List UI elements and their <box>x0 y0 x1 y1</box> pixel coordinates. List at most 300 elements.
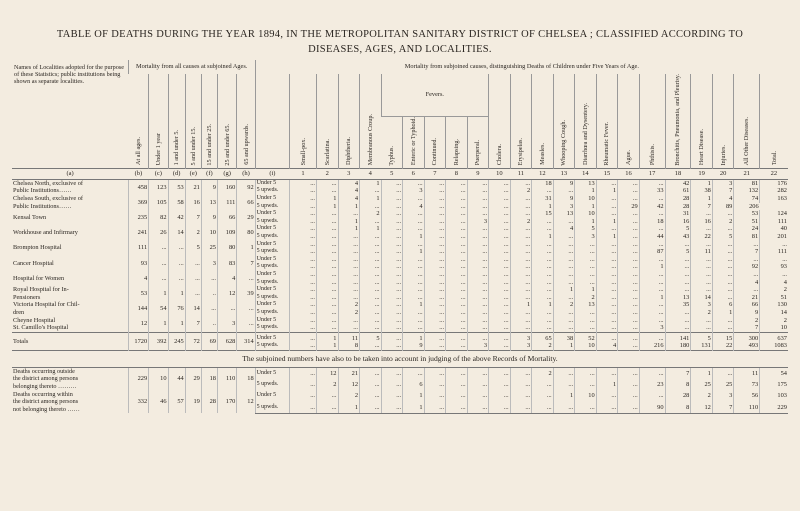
cause-col-label: Heart Disease. <box>698 129 706 166</box>
cause-value-under5: ... <box>467 301 489 309</box>
cause-value-under5: 1 <box>510 301 532 309</box>
age-value: 3 <box>218 317 237 333</box>
cause-value-under5: 5 <box>665 225 691 233</box>
cause-value-upwards: ... <box>489 309 511 317</box>
cause-value-under5: ... <box>639 256 665 264</box>
cause-value-upwards: ... <box>360 324 382 332</box>
fever-col-label: Relapsing. <box>452 138 460 166</box>
cause-value-under5: 53 <box>734 210 760 218</box>
cause-value-under5: ... <box>618 391 640 402</box>
cause-value-under5: 4 <box>553 225 575 233</box>
locality-name: Hospital for Women <box>13 274 65 282</box>
cause-value-upwards: ... <box>596 279 618 287</box>
cause-value-upwards: 33 <box>639 187 665 195</box>
age-value: 392 <box>149 332 168 350</box>
cause-value-upwards: ... <box>290 263 317 271</box>
cause-value-under5: ... <box>618 271 640 279</box>
cause-col-header <box>760 74 788 169</box>
cause-value-upwards: 111 <box>760 248 788 256</box>
age-value: 66 <box>237 195 255 210</box>
cause-value-upwards: 1 <box>575 187 597 195</box>
age-col-label: At all ages. <box>134 137 142 166</box>
period-label: Under 5 <box>255 332 289 342</box>
cause-value-under5: ... <box>424 271 446 279</box>
cause-value-upwards: 110 <box>734 402 760 414</box>
cause-value-upwards: ... <box>467 248 489 256</box>
cause-value-upwards: 7 <box>691 203 713 211</box>
cause-value-under5: ... <box>760 256 788 264</box>
age-col-label: 25 and under 65. <box>223 123 231 166</box>
locality-name: Victoria Hospital for Chil- dren <box>13 301 80 316</box>
cause-value-upwards: ... <box>489 402 511 414</box>
cause-value-under5: ... <box>290 317 317 325</box>
cause-value-under5: ... <box>381 367 403 379</box>
cause-value-upwards: ... <box>360 263 382 271</box>
age-value: 229 <box>128 367 148 390</box>
fever-col-label: Puerperal. <box>474 139 482 166</box>
period-label: Under 5 <box>255 391 289 402</box>
cause-value-upwards: ... <box>424 279 446 287</box>
age-value: 12 <box>237 391 255 414</box>
cause-value-upwards: 282 <box>760 187 788 195</box>
age-value: 12 <box>218 286 237 301</box>
age-value: 44 <box>168 367 185 390</box>
cause-value-upwards: ... <box>467 309 489 317</box>
cause-value-upwards: ... <box>424 379 446 390</box>
age-value: ... <box>185 286 201 301</box>
cause-col-label: Cholera. <box>495 144 503 166</box>
cause-value-under5: ... <box>712 317 734 325</box>
cause-value-upwards: 132 <box>734 187 760 195</box>
cause-value-upwards: ... <box>338 279 360 287</box>
cause-value-under5: ... <box>381 301 403 309</box>
cause-value-under5: ... <box>575 367 597 379</box>
age-col-header <box>201 74 217 169</box>
cause-value-upwards: 16 <box>691 218 713 226</box>
cause-value-upwards: ... <box>532 402 554 414</box>
cause-value-upwards: 1 <box>532 233 554 241</box>
cause-value-upwards: ... <box>712 248 734 256</box>
cause-value-under5: 18 <box>532 179 554 187</box>
cause-col-header <box>510 74 532 169</box>
period-label: 5 upwds. <box>255 233 289 241</box>
cause-value-under5: ... <box>639 271 665 279</box>
column-number: 9 <box>467 168 489 179</box>
cause-value-under5: ... <box>691 271 713 279</box>
cause-value-upwards: ... <box>316 309 338 317</box>
cause-value-under5: ... <box>532 256 554 264</box>
cause-value-upwards: ... <box>290 342 317 350</box>
cause-value-under5: ... <box>510 256 532 264</box>
cause-value-under5: 1 <box>338 225 360 233</box>
cause-value-under5: ... <box>467 225 489 233</box>
age-value: ... <box>168 241 185 256</box>
cause-value-upwards: ... <box>360 218 382 226</box>
age-value: 39 <box>237 286 255 301</box>
cause-value-upwards: ... <box>618 402 640 414</box>
cause-value-upwards: 180 <box>665 342 691 350</box>
cause-value-under5: ... <box>360 286 382 294</box>
cause-value-under5: ... <box>446 256 468 264</box>
cause-value-upwards: ... <box>446 379 468 390</box>
age-value: 9 <box>201 179 217 195</box>
column-number: 6 <box>403 168 425 179</box>
cause-value-upwards: ... <box>639 309 665 317</box>
cause-value-under5: 5 <box>360 332 382 342</box>
cause-col-header <box>639 74 665 169</box>
cause-value-under5: ... <box>424 256 446 264</box>
cause-value-under5: ... <box>403 271 425 279</box>
cause-value-under5: 6 <box>712 301 734 309</box>
age-value: 82 <box>149 210 168 225</box>
cause-value-under5: ... <box>712 241 734 249</box>
cause-value-under5: 1 <box>316 332 338 342</box>
cause-value-upwards: 4 <box>734 279 760 287</box>
column-letter: (d) <box>168 168 185 179</box>
cause-col-header <box>489 74 511 169</box>
cause-value-upwards: ... <box>424 294 446 302</box>
cause-value-upwards: ... <box>381 379 403 390</box>
cause-value-under5: ... <box>596 271 618 279</box>
table-header <box>12 60 788 179</box>
cause-value-upwards: ... <box>553 218 575 226</box>
column-number: 2 <box>316 168 338 179</box>
cause-value-upwards: ... <box>596 203 618 211</box>
cause-value-upwards: ... <box>316 248 338 256</box>
cause-value-upwards: ... <box>381 294 403 302</box>
age-value: 235 <box>128 210 148 225</box>
cause-value-upwards: 2 <box>510 218 532 226</box>
cause-value-upwards: 6 <box>403 379 425 390</box>
cause-col-label: Diarrhœa and Dysentery. <box>581 103 589 166</box>
age-value: ... <box>237 317 255 333</box>
cause-value-under5: ... <box>596 195 618 203</box>
cause-value-under5: ... <box>381 271 403 279</box>
cause-value-under5: ... <box>403 210 425 218</box>
cause-value-under5: ... <box>639 301 665 309</box>
cause-value-under5: ... <box>290 332 317 342</box>
column-letter: (a) <box>12 168 128 179</box>
cause-value-under5: ... <box>403 286 425 294</box>
cause-value-under5: ... <box>424 286 446 294</box>
cause-value-under5: ... <box>424 332 446 342</box>
cause-value-under5: ... <box>424 301 446 309</box>
cause-value-under5: 3 <box>712 179 734 187</box>
cause-value-upwards: 12 <box>338 379 360 390</box>
cause-value-upwards: 216 <box>639 342 665 350</box>
cause-value-upwards: 43 <box>665 233 691 241</box>
cause-value-under5: ... <box>760 241 788 249</box>
cause-value-under5: 176 <box>760 179 788 187</box>
cause-value-under5: ... <box>424 179 446 187</box>
cause-value-upwards: ... <box>290 279 317 287</box>
cause-value-under5: ... <box>424 195 446 203</box>
cause-value-under5: ... <box>691 317 713 325</box>
cause-value-under5: 5 <box>575 225 597 233</box>
cause-value-upwards: ... <box>403 324 425 332</box>
cause-value-under5: ... <box>575 271 597 279</box>
cause-value-under5: ... <box>467 332 489 342</box>
cause-value-upwards: ... <box>290 379 317 390</box>
cause-value-upwards: 4 <box>596 342 618 350</box>
cause-value-under5: ... <box>424 210 446 218</box>
age-col-label: 15 and under 25. <box>205 123 213 166</box>
cause-value-under5: ... <box>510 391 532 402</box>
age-value: 14 <box>185 301 201 316</box>
cause-value-under5: ... <box>360 271 382 279</box>
cause-value-upwards: 5 <box>712 233 734 241</box>
cause-value-upwards: ... <box>403 263 425 271</box>
cause-value-under5: ... <box>290 391 317 402</box>
cause-value-under5: 1 <box>360 225 382 233</box>
cause-value-upwards: ... <box>489 279 511 287</box>
age-value: ... <box>149 271 168 286</box>
cause-value-under5: ... <box>712 286 734 294</box>
cause-col-label: All Other Diseases. <box>743 116 751 166</box>
cause-value-upwards: 44 <box>639 233 665 241</box>
age-col-header <box>128 74 148 169</box>
cause-value-under5: 2 <box>338 301 360 309</box>
cause-value-under5: ... <box>596 332 618 342</box>
cause-col-header <box>618 74 640 169</box>
cause-value-upwards: ... <box>360 279 382 287</box>
cause-value-upwards: ... <box>489 203 511 211</box>
cause-value-under5: ... <box>381 210 403 218</box>
cause-value-under5: ... <box>618 301 640 309</box>
cause-value-upwards: 1 <box>338 402 360 414</box>
cause-value-upwards: 1 <box>532 203 554 211</box>
cause-col-header <box>338 74 360 169</box>
period-label: Under 5 <box>255 195 289 203</box>
cause-value-under5: 141 <box>665 332 691 342</box>
cause-value-upwards: 1 <box>596 218 618 226</box>
cause-value-upwards: ... <box>467 233 489 241</box>
cause-value-under5: ... <box>446 210 468 218</box>
cause-value-under5: ... <box>532 271 554 279</box>
period-label: Under 5 <box>255 256 289 264</box>
period-label: 5 upwds. <box>255 279 289 287</box>
cause-value-under5: ... <box>596 210 618 218</box>
cause-value-upwards: ... <box>403 309 425 317</box>
cause-value-upwards: ... <box>424 187 446 195</box>
cause-value-under5: 2 <box>760 286 788 294</box>
cause-col-header <box>596 74 618 169</box>
age-value: 16 <box>185 195 201 210</box>
cause-value-under5: ... <box>467 210 489 218</box>
cause-value-upwards: 1 <box>553 342 575 350</box>
age-value: 69 <box>201 332 217 350</box>
period-label: 5 upwds. <box>255 379 289 390</box>
column-number: 17 <box>639 168 665 179</box>
cause-col-header <box>290 74 317 169</box>
column-number: 22 <box>760 168 788 179</box>
cause-value-upwards: 1 <box>338 203 360 211</box>
cause-value-upwards: ... <box>360 379 382 390</box>
age-value: .. <box>201 286 217 301</box>
age-value: 9 <box>201 210 217 225</box>
cause-col-header <box>532 74 554 169</box>
age-value: 332 <box>128 391 148 414</box>
cause-col-header <box>316 74 338 169</box>
cause-value-upwards: 22 <box>712 342 734 350</box>
cause-value-under5: ... <box>734 241 760 249</box>
age-value: ... <box>237 301 255 316</box>
cause-value-upwards: ... <box>424 263 446 271</box>
cause-value-under5: 1 <box>360 195 382 203</box>
cause-value-under5: 65 <box>532 332 554 342</box>
cause-value-under5: ... <box>665 271 691 279</box>
cause-value-upwards: ... <box>575 263 597 271</box>
cause-value-under5: ... <box>691 241 713 249</box>
cause-value-under5: 15 <box>712 332 734 342</box>
cause-value-under5: 1 <box>532 301 554 309</box>
column-number: 13 <box>553 168 575 179</box>
cause-value-upwards: ... <box>316 263 338 271</box>
cause-value-under5: ... <box>403 367 425 379</box>
cause-value-upwards: ... <box>489 294 511 302</box>
cause-value-upwards: ... <box>338 294 360 302</box>
cause-value-under5: ... <box>403 241 425 249</box>
cause-value-under5: ... <box>510 210 532 218</box>
cause-value-under5: ... <box>381 391 403 402</box>
cause-value-under5: ... <box>639 195 665 203</box>
cause-value-under5: ... <box>316 317 338 325</box>
cause-value-upwards: ... <box>403 218 425 226</box>
age-value: 241 <box>128 225 148 240</box>
subjoined-note: The subjoined numbers have also to be taken into account in judging of the above Records of Mortality. <box>12 350 788 367</box>
cause-value-under5: 9 <box>553 195 575 203</box>
cause-col-label: Rheumatic Fever. <box>603 121 611 166</box>
cause-value-upwards: 4 <box>403 203 425 211</box>
cause-value-under5: ... <box>316 271 338 279</box>
cause-value-upwards: 1 <box>403 233 425 241</box>
age-value: ... <box>149 241 168 256</box>
cause-value-under5: 2 <box>760 317 788 325</box>
column-number: 5 <box>381 168 403 179</box>
column-letter: (g) <box>218 168 237 179</box>
cause-value-upwards: ... <box>338 233 360 241</box>
cause-value-under5: ... <box>665 286 691 294</box>
cause-value-under5: ... <box>489 301 511 309</box>
cause-value-under5: 2 <box>338 391 360 402</box>
cause-value-under5: ... <box>446 241 468 249</box>
cause-value-upwards: ... <box>596 309 618 317</box>
age-value: 80 <box>237 225 255 240</box>
cause-value-under5: 1 <box>316 195 338 203</box>
locality-name: Totals <box>12 332 128 350</box>
cause-value-under5: ... <box>618 195 640 203</box>
cause-col-label: Membranous Croup. <box>366 114 374 166</box>
column-number: 20 <box>712 168 734 179</box>
cause-value-under5: ... <box>553 241 575 249</box>
cause-value-upwards: 1 <box>403 402 425 414</box>
age-col-header <box>185 74 201 169</box>
cause-value-upwards: ... <box>316 233 338 241</box>
cause-value-under5: ... <box>510 179 532 187</box>
cause-value-upwards: ... <box>290 294 317 302</box>
cause-value-under5: ... <box>639 241 665 249</box>
cause-value-under5: ... <box>381 317 403 325</box>
cause-value-under5: ... <box>639 210 665 218</box>
cause-value-upwards: 175 <box>760 379 788 390</box>
cause-value-upwards: ... <box>596 263 618 271</box>
cause-value-upwards: 2 <box>712 218 734 226</box>
cause-value-upwards: 11 <box>691 248 713 256</box>
cause-col-label: Total. <box>770 151 778 166</box>
cause-value-under5: 35 <box>665 301 691 309</box>
cause-value-under5: ... <box>403 195 425 203</box>
cause-value-under5: 3 <box>691 301 713 309</box>
cause-value-upwards: 25 <box>691 379 713 390</box>
cause-value-upwards: ... <box>381 309 403 317</box>
cause-value-upwards: ... <box>467 187 489 195</box>
age-col-label: 5 and under 15. <box>189 126 197 166</box>
cause-value-upwards: 1083 <box>760 342 788 350</box>
cause-value-under5: ... <box>691 210 713 218</box>
cause-value-under5: ... <box>290 256 317 264</box>
cause-value-upwards: ... <box>596 294 618 302</box>
fever-col-header <box>424 117 446 169</box>
age-col-label: 1 and under 5. <box>173 129 181 166</box>
cause-value-under5: ... <box>596 256 618 264</box>
cause-value-upwards: ... <box>360 309 382 317</box>
cause-value-upwards: 1 <box>338 218 360 226</box>
cause-value-upwards: ... <box>532 187 554 195</box>
cause-value-upwards: ... <box>381 203 403 211</box>
cause-value-upwards: 9 <box>403 342 425 350</box>
cause-value-under5: ... <box>290 195 317 203</box>
cause-value-upwards: ... <box>575 324 597 332</box>
cause-value-under5: ... <box>489 317 511 325</box>
cause-value-under5: 13 <box>575 179 597 187</box>
column-number: 18 <box>665 168 691 179</box>
cause-value-upwards: ... <box>360 187 382 195</box>
cause-value-upwards: 92 <box>734 263 760 271</box>
period-label: Under 5 <box>255 301 289 309</box>
cause-value-upwards: ... <box>553 324 575 332</box>
age-value: 18 <box>201 367 217 390</box>
age-value: 26 <box>149 225 168 240</box>
cause-value-under5: ... <box>760 271 788 279</box>
column-number: 12 <box>532 168 554 179</box>
cause-value-upwards: 493 <box>734 342 760 350</box>
age-value: 109 <box>218 225 237 240</box>
cause-value-under5: ... <box>532 317 554 325</box>
period-label: Under 5 <box>255 241 289 249</box>
cause-value-under5: ... <box>446 301 468 309</box>
cause-value-upwards: ... <box>360 342 382 350</box>
cause-value-upwards: ... <box>691 279 713 287</box>
column-number: 21 <box>734 168 760 179</box>
cause-value-upwards: 29 <box>618 203 640 211</box>
age-value: 58 <box>168 195 185 210</box>
age-value: 28 <box>201 391 217 414</box>
cause-value-upwards: ... <box>618 248 640 256</box>
cause-value-under5: ... <box>489 256 511 264</box>
cause-value-upwards: ... <box>665 279 691 287</box>
column-number: 7 <box>424 168 446 179</box>
cause-value-under5: ... <box>403 225 425 233</box>
cause-value-under5: 1 <box>691 367 713 379</box>
cause-value-upwards: ... <box>338 263 360 271</box>
cause-value-upwards: ... <box>446 309 468 317</box>
cause-value-upwards: ... <box>553 233 575 241</box>
age-col-header <box>218 74 237 169</box>
cause-value-upwards: ... <box>446 263 468 271</box>
cause-value-upwards: ... <box>403 294 425 302</box>
cause-col-label: Erysipelas. <box>517 137 525 166</box>
cause-value-under5: ... <box>290 241 317 249</box>
